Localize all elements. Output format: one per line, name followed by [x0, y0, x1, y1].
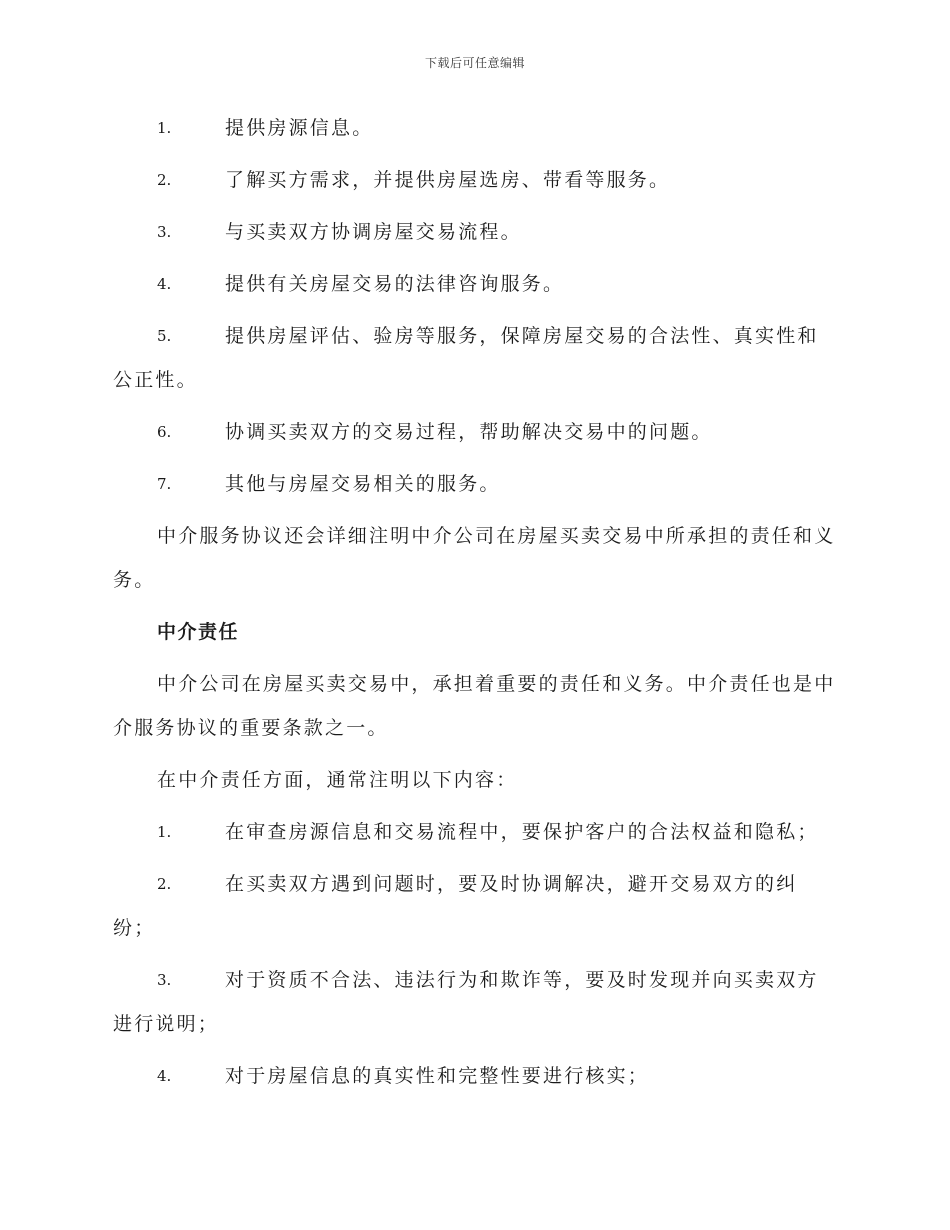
paragraph: 中介服务协议还会详细注明中介公司在房屋买卖交易中所承担的责任和义务。 — [113, 525, 836, 591]
list-number: 1. — [157, 119, 172, 137]
list-text: 其他与房屋交易相关的服务。 — [225, 473, 501, 495]
list-item — [113, 462, 838, 506]
list-text: 在审查房源信息和交易流程中，要保护客户的合法权益和隐私； — [225, 821, 819, 843]
list-number: 6. — [157, 423, 172, 441]
list-number: 4. — [157, 275, 172, 293]
list-item — [113, 1054, 838, 1098]
paragraph: 中介公司在房屋买卖交易中，承担着重要的责任和义务。中介责任也是中介服务协议的重要条款之一。 — [113, 673, 836, 739]
list-item — [113, 262, 838, 306]
list-text: 在买卖双方遇到问题时，要及时协调解决，避开交易双方的纠纷； — [113, 873, 798, 939]
list-item — [113, 210, 838, 254]
list-number: 1. — [157, 823, 172, 841]
list-number: 5. — [157, 327, 172, 345]
list-item — [113, 810, 838, 854]
list-item — [113, 314, 838, 402]
paragraph: 在中介责任方面，通常注明以下内容： — [157, 769, 518, 791]
list-number: 4. — [157, 1067, 172, 1085]
list-number: 2. — [157, 171, 172, 189]
section-heading: 中介责任 — [157, 621, 240, 643]
list-item — [113, 958, 838, 1046]
list-item — [113, 106, 838, 150]
document-body — [113, 106, 838, 1098]
list-text: 对于资质不合法、违法行为和欺诈等，要及时发现并向买卖双方进行说明； — [113, 969, 819, 1035]
list-item — [113, 862, 838, 950]
list-text: 提供房源信息。 — [225, 117, 374, 139]
list-number: 3. — [157, 223, 172, 241]
list-text: 提供有关房屋交易的法律咨询服务。 — [225, 273, 565, 295]
list-number: 2. — [157, 875, 172, 893]
page-header: 下载后可任意编辑 — [424, 56, 525, 70]
list-number: 3. — [157, 971, 172, 989]
list-number: 7. — [157, 475, 172, 493]
list-item — [113, 410, 838, 454]
list-text: 提供房屋评估、验房等服务，保障房屋交易的合法性、真实性和公正性。 — [113, 325, 819, 391]
list-text: 了解买方需求，并提供房屋选房、带看等服务。 — [225, 169, 671, 191]
list-text: 协调买卖双方的交易过程，帮助解决交易中的问题。 — [225, 421, 713, 443]
list-text: 与买卖双方协调房屋交易流程。 — [225, 221, 522, 243]
list-item — [113, 158, 838, 202]
list-text: 对于房屋信息的真实性和完整性要进行核实； — [225, 1065, 650, 1087]
